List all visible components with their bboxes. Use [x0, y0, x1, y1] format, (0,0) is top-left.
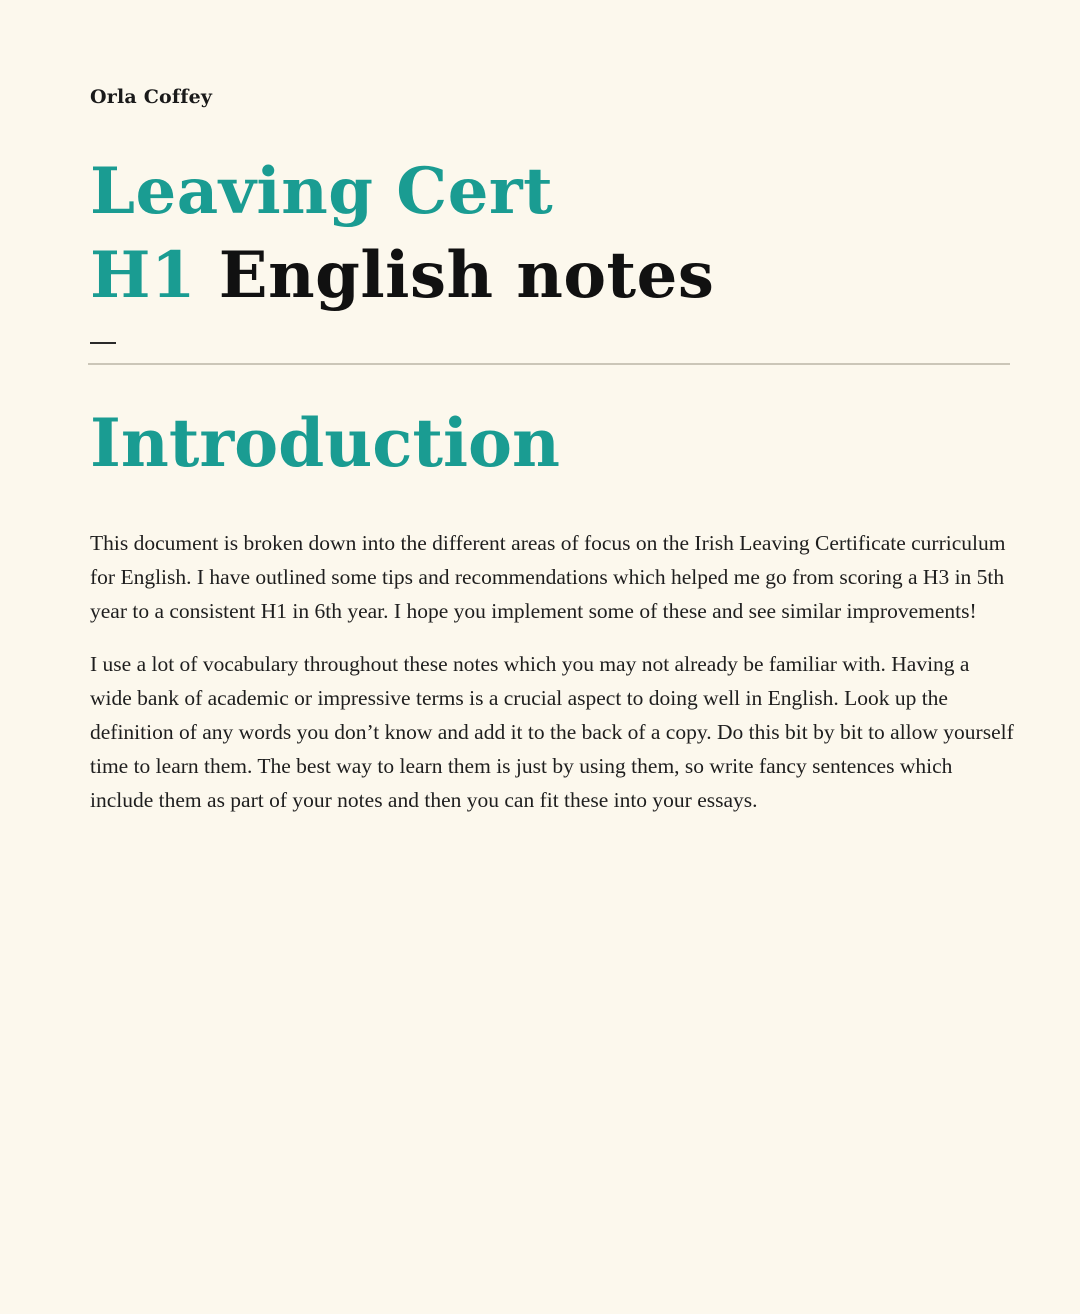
document-title	[90, 150, 714, 318]
title-grade: H1	[90, 238, 196, 313]
paragraph: This document is broken down into the different areas of focus on the Irish Leaving Certificate curriculum for English. I have outlined some tips and recommendations which helped me go from scoring a H3 in 5th year to a consistent H1 in 6th year. I hope you implement some of these and see similar improvements!	[90, 531, 1006, 623]
title-line-2	[90, 234, 714, 318]
horizontal-divider	[88, 363, 1010, 365]
author-name: Orla Coffey	[90, 86, 213, 108]
section-body	[90, 526, 1015, 836]
title-line-1: Leaving Cert	[90, 154, 554, 229]
title-dash	[90, 342, 116, 344]
paragraph: I use a lot of vocabulary throughout these notes which you may not already be familiar with. Having a wide bank of academic or impressive terms is a crucial aspect to doing well in English. Look up the definition of any words you don’t know and add it to the back of a copy. Do this bit by bit to allow yourself time to learn them. The best way to learn them is just by using them, so write fancy sentences which include them as part of your notes and then you can fit these into your essays.	[90, 652, 1014, 812]
section-heading: Introduction	[90, 404, 561, 482]
title-subject: English notes	[218, 238, 715, 313]
